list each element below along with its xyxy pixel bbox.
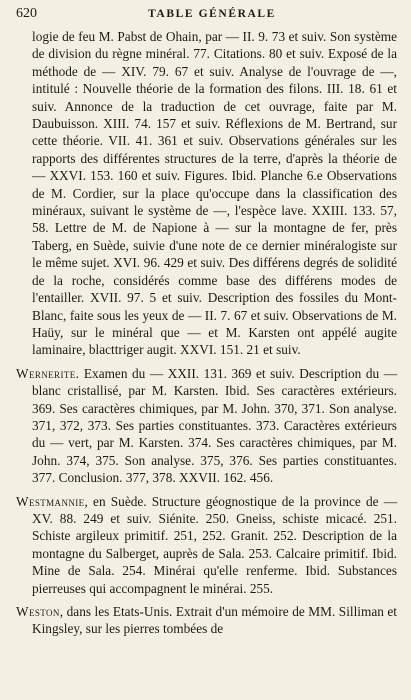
entry-text: Examen du — XXII. 131. 369 et suiv. Description du — blanc cristallisé, par M. Karsten. Ibid. Ses caractères extérieurs. 369. Ses caractères chimiques, par M. John. 370, 371. Son analyse. 371, 372, 373. Ses parties constituantes. 373. Caractères extérieurs du — vert, par M. Karsten. 374. Ses caractères chimiques, par M. John. 374, 375. Son analyse. 375, 376. Ses parties constituantes. 377. Conclusion. 377, 378. XXVII. 162. 456. (32, 365, 397, 486)
entry-headword: Wernerite. (16, 365, 80, 381)
index-entry-weston (16, 603, 397, 638)
running-title: TABLE GÉNÉRALE (148, 8, 276, 20)
entry-text: logie de feu M. Pabst de Ohain, par — II. 9. 73 et suiv. Son système de division du règne minéral. 77. Citations. 80 et suiv. Exposé de la méthode de — XIV. 79. 67 et suiv. Analyse de l'ouvrage de —, intitulé : Nouvelle théorie de la formation des filons. III. 18. 61 et suiv. Annonce de la traduction de cet ouvrage, faite par M. Daubuisson. XIII. 74. 157 et suiv. Réflexions de M. Bertrand, sur cette théorie. VII. 41. 361 et suiv. Observations générales sur les rapports des différentes structures de la terre, d'après la théorie de — XXVI. 153. 160 et suiv. Figures. Ibid. Planche 6.e Observations de M. Cordier, sur la place qu'occupe dans la classification des minéraux, suivant le système de —, l'espèce lave. XXIII. 133. 57, 58. Lettre de M. de Napione à — sur la montagne de fer, près Taberg, en Suède, suivie d'une note de ce dernier minéralogiste sur le même sujet. XVI. 96. 429 et suiv. Des différens degrés de solidité de la roche, considérés comme base des différens modes de l'entailler. XVII. 97. 5 et suiv. Description des fossiles du Mont-Blanc, faite sous les yeux de — II. 7. 67 et suiv. Observations de M. Haüy, sur le minéral que — et M. Karsten ont appélé augite laminaire, blacttriger augit. XXVI. 151. 21 et suiv. (32, 29, 397, 358)
entry-text: , dans les Etats-Unis. Extrait d'un mémoire de MM. Silliman et Kingsley, sur les pierres tombées de (32, 604, 397, 637)
page-header (16, 6, 397, 28)
entry-headword: Weston (16, 604, 60, 619)
page-number: 620 (16, 6, 37, 21)
index-entry-continued (16, 28, 397, 359)
index-entry-wernerite (16, 365, 397, 487)
entry-text: , en Suède. Structure géognostique de la province de — XV. 88. 249 et suiv. Siénite. 250. Gneiss, schiste micacé. 251. Schiste argileux primitif. 251, 252. Granit. 252. Description de la montagne du Salberget, auprès de Sala. 253. Calcaire primitif. Ibid. Mine de Sala. 254. Minérai qu'elle renferme. Ibid. Substances pierreuses qui accompagnent le minérai. 255. (32, 493, 397, 596)
entry-headword: Westmannie (16, 493, 85, 509)
index-entry-westmannie (16, 493, 397, 597)
